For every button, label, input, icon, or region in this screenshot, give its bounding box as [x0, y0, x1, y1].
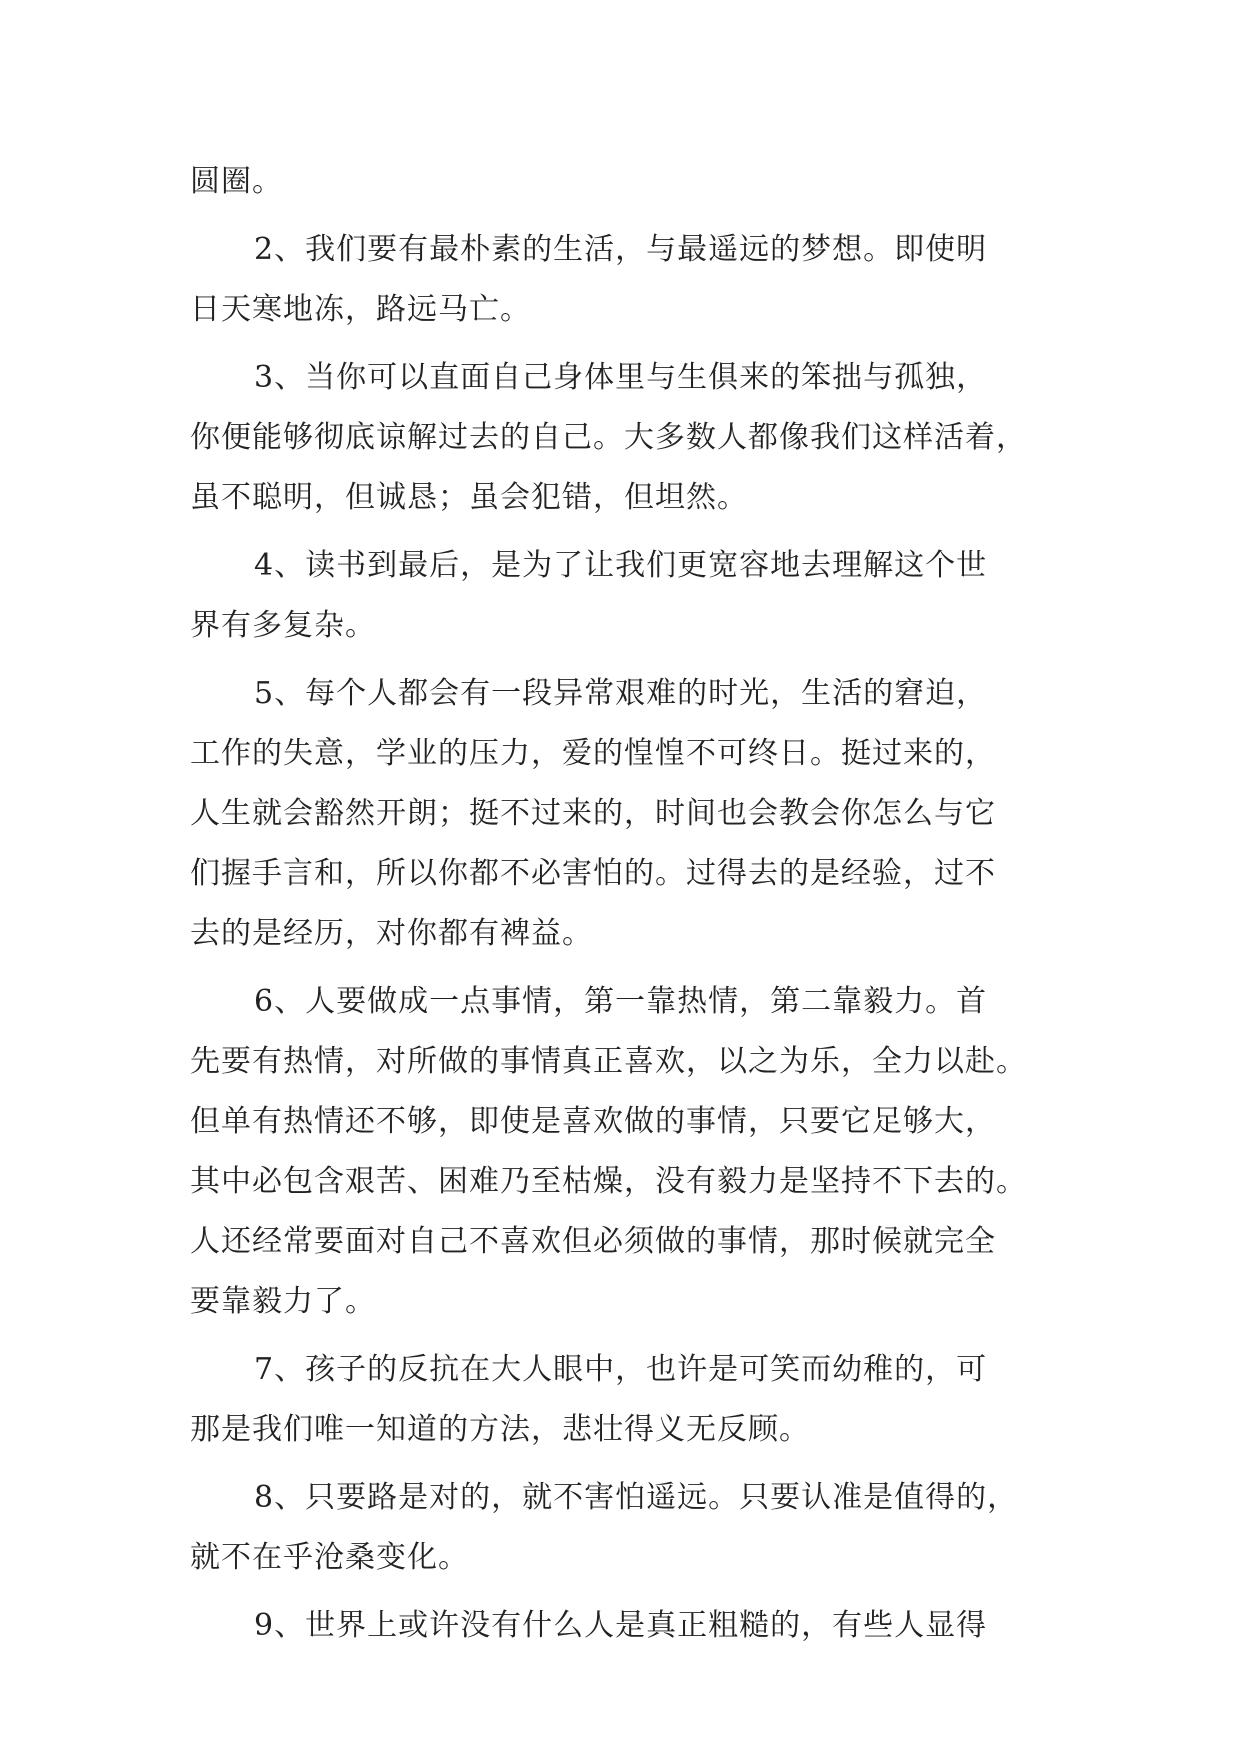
paragraph-gap [190, 528, 1060, 536]
paragraph-gap [190, 964, 1060, 972]
text-line: 要靠毅力了。 [190, 1284, 376, 1319]
document-body [190, 152, 1060, 1656]
text-line: 7、孩子的反抗在大人眼中，也许是可笑而幼稚的，可 [254, 1352, 988, 1387]
paragraph [190, 152, 1060, 212]
text-line: 先要有热情，对所做的事情真正喜欢，以之为乐，全力以赴。 [190, 1044, 1027, 1079]
paragraph-gap [190, 1588, 1060, 1596]
text-line: 虽不聪明，但诚恳；虽会犯错，但坦然。 [190, 480, 748, 515]
text-line: 8、只要路是对的，就不害怕遥远。只要认准是值得的， [254, 1480, 1019, 1515]
text-line: 6、人要做成一点事情，第一靠热情，第二靠毅力。首 [254, 984, 988, 1019]
text-line: 就不在乎沧桑变化。 [190, 1540, 469, 1575]
text-line: 日天寒地冻，路远马亡。 [190, 292, 531, 327]
text-line: 9、世界上或许没有什么人是真正粗糙的，有些人显得 [254, 1608, 988, 1643]
text-line: 界有多复杂。 [190, 608, 376, 643]
text-line: 5、每个人都会有一段异常艰难的时光，生活的窘迫， [254, 676, 988, 711]
text-line: 3、当你可以直面自己身体里与生俱来的笨拙与孤独， [254, 360, 988, 395]
text-line: 但单有热情还不够，即使是喜欢做的事情，只要它足够大， [190, 1104, 996, 1139]
paragraph [190, 1596, 1060, 1656]
text-line: 其中必包含艰苦、困难乃至枯燥，没有毅力是坚持不下去的。 [190, 1164, 1027, 1199]
paragraph [190, 536, 1060, 656]
paragraph [190, 220, 1060, 340]
paragraph-gap [190, 656, 1060, 664]
paragraph [190, 1340, 1060, 1460]
text-line: 你便能够彻底谅解过去的自己。大多数人都像我们这样活着， [190, 420, 1027, 455]
paragraph-gap [190, 1460, 1060, 1468]
text-line: 4、读书到最后，是为了让我们更宽容地去理解这个世 [254, 548, 988, 583]
text-line: 们握手言和，所以你都不必害怕的。过得去的是经验，过不 [190, 856, 996, 891]
text-line: 工作的失意，学业的压力，爱的惶惶不可终日。挺过来的， [190, 736, 996, 771]
text-line: 去的是经历，对你都有裨益。 [190, 916, 593, 951]
text-line: 那是我们唯一知道的方法，悲壮得义无反顾。 [190, 1412, 810, 1447]
paragraph [190, 664, 1060, 964]
paragraph-gap [190, 212, 1060, 220]
paragraph-gap [190, 1332, 1060, 1340]
paragraph [190, 972, 1060, 1332]
text-line: 2、我们要有最朴素的生活，与最遥远的梦想。即使明 [254, 232, 988, 267]
text-line: 人还经常要面对自己不喜欢但必须做的事情，那时候就完全 [190, 1224, 996, 1259]
paragraph [190, 348, 1060, 528]
text-line: 圆圈。 [190, 164, 283, 199]
paragraph [190, 1468, 1060, 1588]
text-line: 人生就会豁然开朗；挺不过来的，时间也会教会你怎么与它 [190, 796, 996, 831]
paragraph-gap [190, 340, 1060, 348]
